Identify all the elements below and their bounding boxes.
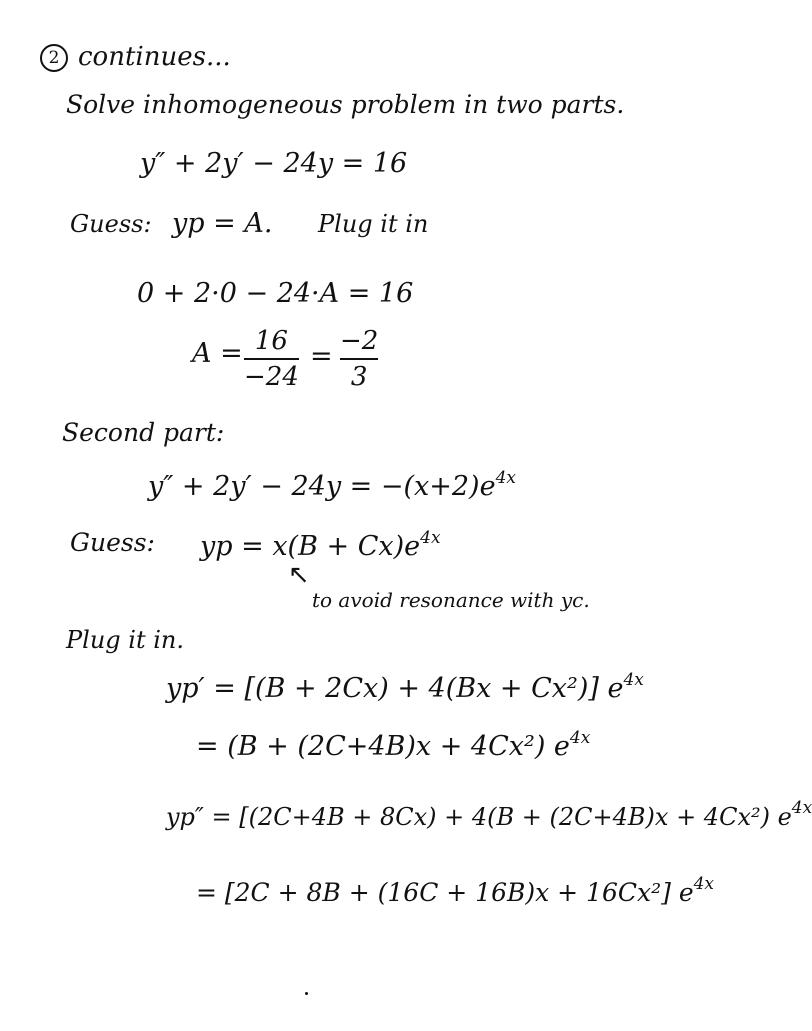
part1-plug-label: Plug it in [318, 210, 429, 238]
yp-double-prime-line2-body: = [2C + 8B + (16C + 16B)x + 16Cx²] e [196, 878, 694, 907]
a-lhs: A = [192, 338, 243, 369]
a-result-fraction [340, 326, 378, 392]
a-result-denominator: 3 [350, 362, 368, 392]
part1-equation: y″ + 2y′ − 24y = 16 [140, 148, 408, 179]
part2-guess-label: Guess: [70, 528, 155, 557]
part1-guess: yp = A. [172, 208, 273, 239]
section-title: continues... [78, 42, 231, 72]
yp-prime-line1 [166, 672, 644, 702]
a-result-numerator: −2 [340, 326, 379, 356]
stray-dot [305, 992, 308, 995]
yp-prime-line2-exp: 4x [569, 728, 591, 748]
resonance-note: to avoid resonance with yc. [312, 588, 590, 612]
part1-guess-label: Guess: [70, 210, 152, 238]
part2-plug-label: Plug it in. [66, 626, 184, 654]
yp-prime-line2-body: = (B + (2C+4B)x + 4Cx²) e [196, 731, 570, 762]
part2-equation [148, 470, 516, 500]
a-fraction [244, 326, 299, 392]
part2-equation-exp: 4x [495, 468, 516, 488]
part2-equation-body: y″ + 2y′ − 24y = −(x+2)e [148, 471, 496, 502]
part2-label: Second part: [62, 418, 225, 447]
section-number: 2 [40, 44, 68, 72]
resonance-arrow-icon: ↖ [288, 560, 310, 590]
yp-double-prime-line1-body: yp″ = [(2C+4B + 8Cx) + 4(B + (2C+4B)x + 4Cx²) e [166, 803, 792, 831]
yp-prime-line1-exp: 4x [623, 670, 644, 690]
yp-double-prime-line1-exp: 4x [791, 798, 812, 818]
a-numerator: 16 [254, 326, 288, 356]
yp-prime-line1-body: yp′ = [(B + 2Cx) + 4(Bx + Cx²)] e [166, 673, 624, 704]
a-result-fraction-bar [340, 358, 378, 360]
yp-double-prime-line2 [196, 876, 714, 905]
part1-substituted: 0 + 2·0 − 24·A = 16 [137, 278, 414, 309]
a-denominator: −24 [244, 362, 299, 392]
yp-double-prime-line1 [166, 800, 812, 829]
intro-text: Solve inhomogeneous problem in two parts. [66, 90, 625, 119]
part2-guess-body: yp = x(B + Cx)e [200, 531, 421, 562]
a-eq-sign: = [310, 341, 333, 372]
a-fraction-bar [244, 358, 299, 360]
yp-double-prime-line2-exp: 4x [693, 874, 715, 894]
section-header [40, 44, 231, 72]
part2-guess [200, 530, 441, 560]
part2-guess-exp: 4x [420, 528, 441, 548]
yp-prime-line2 [196, 730, 590, 760]
